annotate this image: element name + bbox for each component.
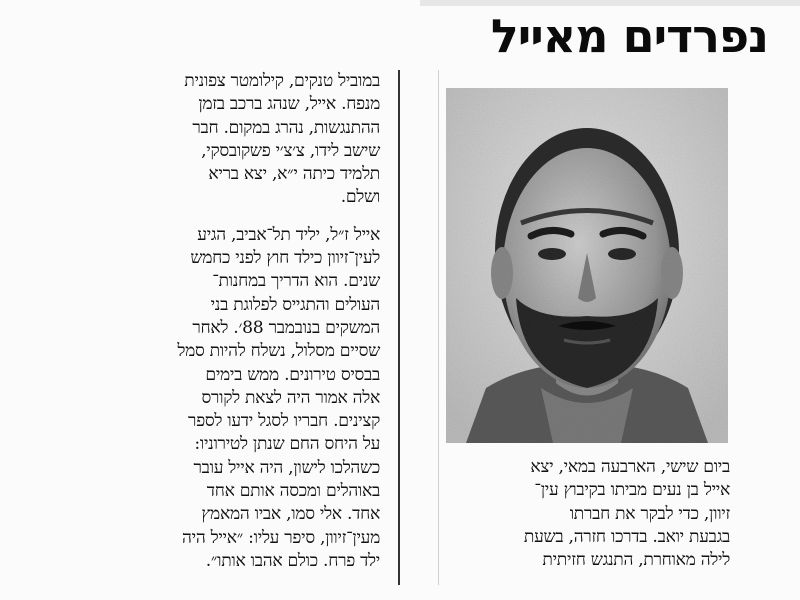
text-line: העולים והתגייס לפלוגת בני — [210, 294, 380, 315]
text-line: אייל בן נעים מביתו בקיבוץ עין־ — [534, 480, 730, 501]
text-line: שסיים מסלול, נשלח להיות סמל — [177, 341, 380, 362]
article-headline: נפרדים מאייל — [490, 9, 768, 63]
text-line: מעין־זיוון, סיפר עליו: ״אייל היה — [182, 527, 380, 548]
text-line: ההתנגשות, נהרג במקום. חבר — [192, 117, 380, 138]
paragraph-continuation — [84, 70, 380, 210]
text-line: ביום שישי, הארבעה במאי, יצא — [530, 457, 730, 477]
text-line: ושלם. — [340, 187, 380, 208]
column-rule — [438, 70, 439, 585]
text-line: בגבעת יואב. בדרכו חזרה, בשעת — [523, 526, 730, 547]
right-text-column — [448, 456, 730, 572]
text-line: תלמיד כיתה י״א, יצא בריא — [208, 164, 380, 185]
paragraph-intro — [448, 456, 730, 572]
portrait-photo — [446, 88, 728, 443]
text-line: ילד פרח. כולם אהבו אותו״. — [205, 550, 380, 571]
text-line: באוהלים ומכסה אותם אחד — [206, 481, 380, 502]
left-text-column — [84, 70, 380, 573]
top-rule — [420, 0, 800, 6]
portrait-image — [446, 88, 728, 443]
text-line: במוביל טנקים, קילומטר צפונית — [184, 71, 380, 91]
paragraph-biography — [84, 224, 380, 573]
text-line: אלה אמור היה לצאת לקורס — [201, 387, 380, 408]
text-line: המשקים בנובמבר 88׳. לאחר — [192, 317, 380, 338]
text-line: שישב לידו, צ׳צ׳י פשקובסקי, — [201, 140, 380, 161]
text-line: מנפח. אייל, שנהג ברכב בזמן — [198, 94, 380, 115]
text-line: קצינים. חבריו לסגל ידעו לספר — [188, 411, 380, 432]
text-line: זיוון, כדי לבקר את חברתו — [569, 503, 730, 524]
text-line: בבסיס טירונים. ממש בימים — [205, 364, 380, 385]
text-line: שנים. הוא הדריך במחנות־ — [212, 271, 380, 292]
text-line: אחד. אלי סמו, אביו המאמץ — [201, 504, 380, 525]
text-line: על היחס החם שנתן לטירוניו: — [194, 434, 380, 455]
text-line: אייל ז״ל, יליד תל־אביב, הגיע — [197, 224, 380, 245]
text-line: לילה מאוחרת, התנגש חזיתית — [542, 550, 730, 571]
text-line: כשהלכו לישון, היה אייל עובר — [193, 457, 380, 478]
column-divider — [398, 70, 400, 585]
text-line: לעין־זיוון כילד חוץ לפני כחמש — [190, 248, 380, 269]
